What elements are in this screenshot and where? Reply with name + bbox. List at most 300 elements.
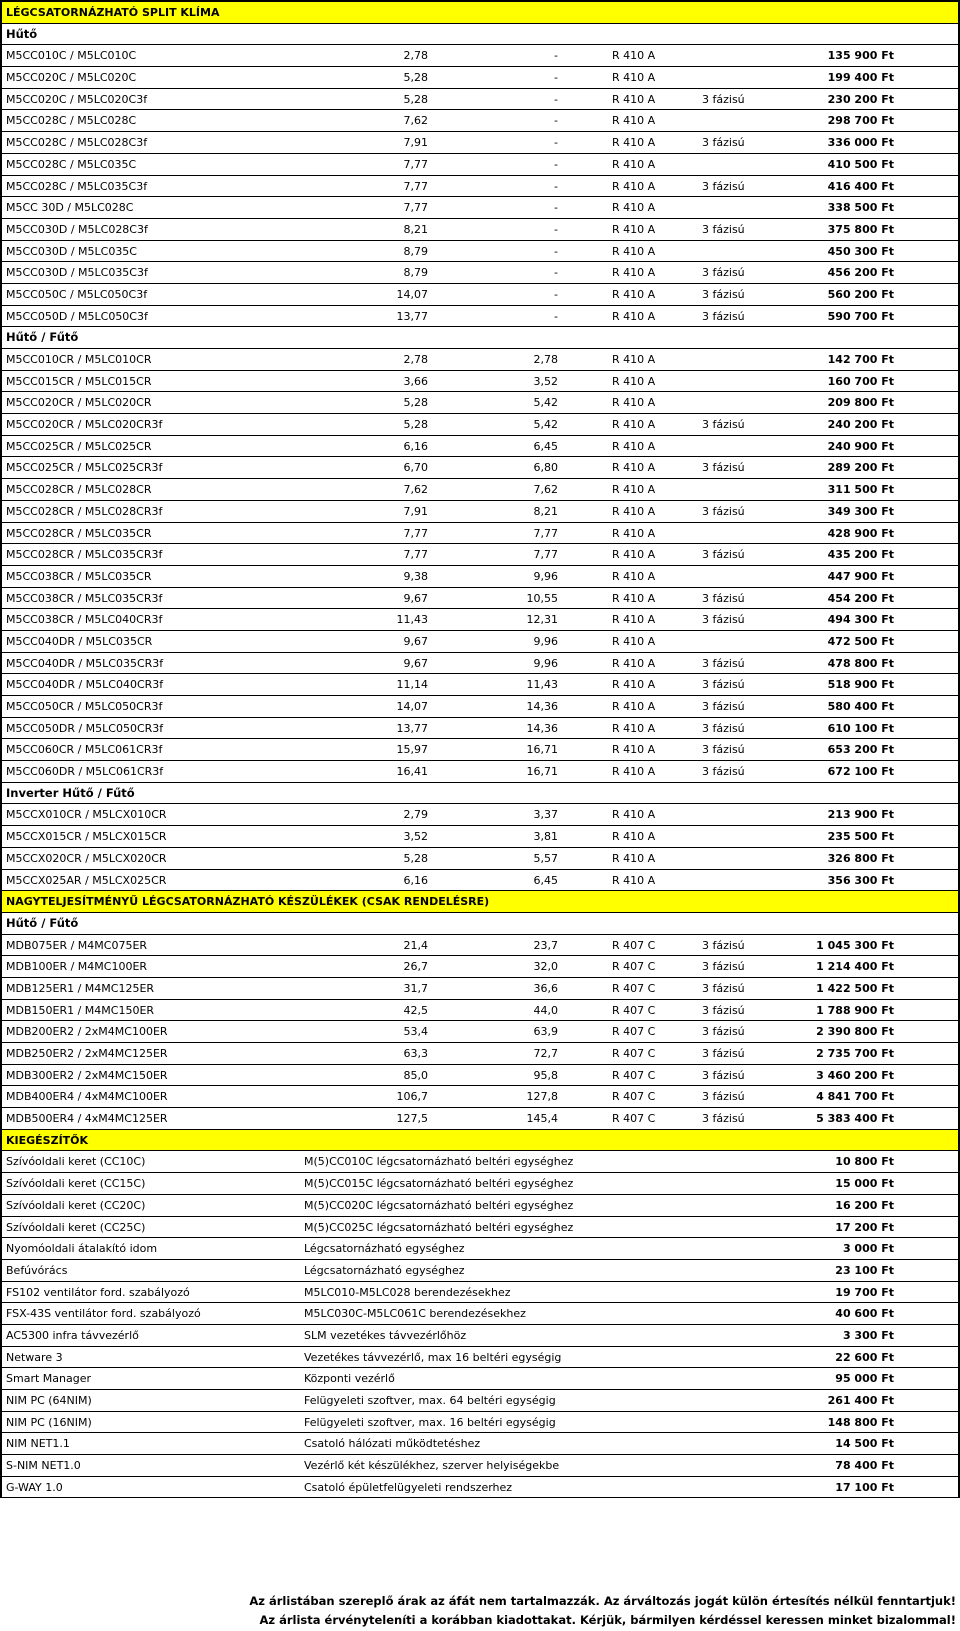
model-cell: MDB500ER4 / 4xM4MC125ER [6,1112,168,1126]
heating-capacity-cell: - [554,157,558,171]
cooling-capacity-cell: 7,91 [403,136,428,150]
table-row [2,978,958,1000]
price-cell: 375 800 Ft [827,222,894,236]
cooling-capacity-cell: 3,52 [403,830,428,844]
accessory-row [2,1433,958,1455]
heating-capacity-cell: - [554,244,558,258]
refrigerant-cell: R 410 A [612,504,656,518]
cooling-capacity-cell: 2,79 [403,808,428,822]
phase-cell: 3 fázisú [702,504,745,518]
table-row [2,479,958,501]
accessories-header-row [2,1130,958,1152]
accessory-price-cell: 148 800 Ft [827,1415,894,1429]
refrigerant-cell: R 410 A [612,830,656,844]
accessory-description-cell: Vezetékes távvezérlő, max 16 beltéri egységig [304,1350,562,1364]
refrigerant-cell: R 410 A [612,461,656,475]
accessory-price-cell: 40 600 Ft [835,1307,894,1321]
heating-capacity-cell: - [554,309,558,323]
phase-cell: 3 fázisú [702,136,745,150]
refrigerant-cell: R 407 C [612,938,656,952]
accessory-row [2,1282,958,1304]
model-cell: M5CCX010CR / M5LCX010CR [6,808,167,822]
footer-note-vat: Az árlistában szereplő árak az áfát nem tartalmazzák. Az árváltozás jogát külön értesítés nélkül fenntartjuk! [249,1594,956,1608]
heating-capacity-cell: - [554,92,558,106]
cooling-capacity-cell: 7,77 [403,157,428,171]
table-row [2,501,958,523]
model-cell: M5CC040DR / M5LC035CR3f [6,656,164,670]
accessory-price-cell: 14 500 Ft [835,1437,894,1451]
table-row [2,609,958,631]
refrigerant-cell: R 410 A [612,201,656,215]
model-cell: MDB125ER1 / M4MC125ER [6,981,155,995]
price-cell: 672 100 Ft [827,765,894,779]
heating-capacity-cell: - [554,49,558,63]
accessory-row [2,1217,958,1239]
price-cell: 410 500 Ft [827,157,894,171]
phase-cell: 3 fázisú [702,309,745,323]
table-row [2,956,958,978]
model-cell: M5CC015CR / M5LC015CR [6,374,152,388]
cooling-capacity-cell: 16,41 [396,765,428,779]
cooling-capacity-cell: 7,91 [403,504,428,518]
section-label: NAGYTELJESÍTMÉNYŰ LÉGCSATORNÁZHATÓ KÉSZÜLÉKEK (CSAK RENDELÉSRE) [6,895,490,909]
price-cell: 428 900 Ft [827,526,894,540]
table-row [2,132,958,154]
price-cell: 447 900 Ft [827,569,894,583]
heating-capacity-cell: 14,36 [526,700,558,713]
model-cell: M5CCX020CR / M5LCX020CR [6,851,167,865]
accessory-name-cell: NIM PC (16NIM) [6,1415,92,1429]
refrigerant-cell: R 410 A [612,114,656,128]
phase-cell: 3 fázisú [702,656,745,670]
table-row [2,544,958,566]
heating-capacity-cell: 6,45 [533,439,558,453]
table-row [2,674,958,696]
refrigerant-cell: R 410 A [612,353,656,366]
price-cell: 450 300 Ft [827,244,894,258]
footer [0,1592,956,1630]
refrigerant-cell: R 407 C [612,1068,656,1082]
model-cell: M5CC025CR / M5LC025CR3f [6,461,163,475]
accessory-price-cell: 261 400 Ft [827,1394,894,1407]
accessory-row [2,1390,958,1412]
table-row [2,349,958,371]
table-row [2,523,958,545]
table-row [2,696,958,718]
table-row [2,197,958,219]
table-row [2,804,958,826]
refrigerant-cell: R 410 A [612,483,656,497]
accessory-row [2,1412,958,1434]
table-row [2,588,958,610]
price-cell: 653 200 Ft [827,743,894,757]
price-cell: 454 200 Ft [827,591,894,605]
price-cell: 3 460 200 Ft [816,1068,894,1082]
price-cell: 349 300 Ft [827,504,894,518]
refrigerant-cell: R 410 A [612,309,656,323]
table-row [2,89,958,111]
model-cell: M5CC028C / M5LC028C [6,114,137,128]
table-row [2,1065,958,1087]
cooling-capacity-cell: 7,77 [403,548,428,562]
table-row [2,870,958,892]
cooling-capacity-cell: 2,78 [403,49,428,63]
cooling-capacity-cell: 5,28 [403,851,428,865]
heating-capacity-cell: 7,77 [533,548,558,562]
heating-capacity-cell: 5,42 [533,418,558,432]
heating-capacity-cell: - [554,179,558,193]
accessory-description-cell: Felügyeleti szoftver, max. 64 beltéri egységig [304,1394,556,1407]
price-cell: 142 700 Ft [827,353,894,366]
refrigerant-cell: R 410 A [612,808,656,822]
heating-capacity-cell: 11,43 [526,678,558,692]
cooling-capacity-cell: 9,38 [403,569,428,583]
section-title: LÉGCSATORNÁZHATÓ SPLIT KLÍMA [6,6,220,19]
accessory-name-cell: AC5300 infra távvezérlő [6,1328,139,1342]
refrigerant-cell: R 410 A [612,266,656,280]
refrigerant-cell: R 410 A [612,49,656,63]
accessory-price-cell: 22 600 Ft [835,1350,894,1364]
table-row [2,176,958,198]
refrigerant-cell: R 410 A [612,374,656,388]
model-cell: M5CC030D / M5LC028C3f [6,222,148,236]
price-cell: 472 500 Ft [827,634,894,648]
model-cell: M5CC060DR / M5LC061CR3f [6,765,164,779]
model-cell: M5CC040DR / M5LC035CR [6,634,153,648]
cooling-capacity-cell: 5,28 [403,92,428,106]
price-cell: 580 400 Ft [827,700,894,713]
accessory-row [2,1238,958,1260]
price-cell: 336 000 Ft [827,136,894,150]
model-cell: MDB075ER / M4MC075ER [6,938,148,952]
accessory-description-cell: M(5)CC025C légcsatornázható beltéri egységhez [304,1220,574,1234]
table-row [2,219,958,241]
refrigerant-cell: R 410 A [612,656,656,670]
cooling-capacity-cell: 7,77 [403,201,428,215]
section-header-row [2,24,958,46]
price-cell: 1 045 300 Ft [816,938,894,952]
model-cell: MDB400ER4 / 4xM4MC100ER [6,1090,168,1104]
refrigerant-cell: R 410 A [612,591,656,605]
cooling-capacity-cell: 8,21 [403,222,428,236]
section-label: Inverter Hűtő / Fűtő [6,785,135,800]
model-cell: M5CC030D / M5LC035C [6,244,137,258]
price-cell: 2 735 700 Ft [816,1047,894,1060]
accessory-name-cell: NIM PC (64NIM) [6,1394,92,1407]
model-cell: M5CC040DR / M5LC040CR3f [6,678,164,692]
table-row [2,631,958,653]
price-cell: 160 700 Ft [827,374,894,388]
table-row [2,67,958,89]
accessory-price-cell: 23 100 Ft [835,1263,894,1277]
cooling-capacity-cell: 106,7 [396,1090,428,1104]
refrigerant-cell: R 410 A [612,721,656,735]
phase-cell: 3 fázisú [702,1003,745,1017]
accessory-row [2,1195,958,1217]
refrigerant-cell: R 410 A [612,418,656,432]
price-cell: 478 800 Ft [827,656,894,670]
cooling-capacity-cell: 63,3 [403,1047,428,1060]
heating-capacity-cell: 9,96 [533,634,558,648]
price-cell: 213 900 Ft [827,808,894,822]
refrigerant-cell: R 410 A [612,634,656,648]
phase-cell: 3 fázisú [702,1047,745,1060]
table-row [2,1086,958,1108]
cooling-capacity-cell: 8,79 [403,266,428,280]
accessory-name-cell: Befúvórács [6,1263,68,1277]
price-cell: 230 200 Ft [827,92,894,106]
heating-capacity-cell: 7,77 [533,526,558,540]
refrigerant-cell: R 407 C [612,1047,656,1060]
accessory-description-cell: M5LC030C-M5LC061C berendezésekhez [304,1307,526,1321]
price-cell: 289 200 Ft [827,461,894,475]
accessory-name-cell: Smart Manager [6,1372,91,1386]
cooling-capacity-cell: 5,28 [403,418,428,432]
price-cell: 235 500 Ft [827,830,894,844]
price-cell: 560 200 Ft [827,287,894,301]
cooling-capacity-cell: 21,4 [403,938,428,952]
accessory-description-cell: M5LC010-M5LC028 berendezésekhez [304,1285,511,1299]
table-row [2,739,958,761]
phase-cell: 3 fázisú [702,1090,745,1104]
model-cell: M5CC050C / M5LC050C3f [6,287,148,301]
cooling-capacity-cell: 14,07 [396,700,428,713]
heating-capacity-cell: - [554,266,558,280]
heating-capacity-cell: - [554,136,558,150]
accessory-row [2,1260,958,1282]
price-cell: 5 383 400 Ft [816,1112,894,1126]
table-row [2,457,958,479]
model-cell: MDB250ER2 / 2xM4MC125ER [6,1047,168,1060]
phase-cell: 3 fázisú [702,721,745,735]
phase-cell: 3 fázisú [702,765,745,779]
cooling-capacity-cell: 11,43 [396,613,428,627]
refrigerant-cell: R 407 C [612,1003,656,1017]
refrigerant-cell: R 410 A [612,136,656,150]
phase-cell: 3 fázisú [702,960,745,974]
accessory-name-cell: Szívóoldali keret (CC25C) [6,1220,146,1234]
phase-cell: 3 fázisú [702,1068,745,1082]
accessory-price-cell: 19 700 Ft [835,1285,894,1299]
table-row [2,284,958,306]
table-row [2,306,958,328]
accessory-description-cell: Felügyeleti szoftver, max. 16 beltéri egységig [304,1415,556,1429]
refrigerant-cell: R 410 A [612,851,656,865]
cooling-capacity-cell: 6,16 [403,873,428,887]
heating-capacity-cell: 44,0 [533,1003,558,1017]
phase-cell: 3 fázisú [702,591,745,605]
model-cell: M5CC038CR / M5LC035CR [6,569,152,583]
accessory-name-cell: FS102 ventilátor ford. szabályozó [6,1285,190,1299]
cooling-capacity-cell: 26,7 [403,960,428,974]
model-cell: M5CC028CR / M5LC028CR [6,483,152,497]
accessory-price-cell: 95 000 Ft [835,1372,894,1386]
cooling-capacity-cell: 9,67 [403,634,428,648]
model-cell: M5CC060CR / M5LC061CR3f [6,743,163,757]
cooling-capacity-cell: 31,7 [403,981,428,995]
accessory-description-cell: M(5)CC010C légcsatornázható beltéri egységhez [304,1155,574,1169]
accessory-name-cell: Szívóoldali keret (CC20C) [6,1198,146,1212]
heating-capacity-cell: - [554,71,558,85]
model-cell: M5CC020C / M5LC020C3f [6,92,148,106]
accessory-name-cell: FSX-43S ventilátor ford. szabályozó [6,1307,201,1321]
accessory-row [2,1477,958,1499]
cooling-capacity-cell: 7,77 [403,526,428,540]
heating-capacity-cell: 12,31 [526,613,558,627]
refrigerant-cell: R 410 A [612,287,656,301]
accessory-description-cell: M(5)CC020C légcsatornázható beltéri egységhez [304,1198,574,1212]
price-cell: 338 500 Ft [827,201,894,215]
model-cell: M5CC050DR / M5LC050CR3f [6,721,164,735]
accessory-name-cell: Netware 3 [6,1350,63,1364]
price-cell: 494 300 Ft [827,613,894,627]
accessory-price-cell: 3 300 Ft [842,1328,894,1342]
heating-capacity-cell: 7,62 [533,483,558,497]
accessory-price-cell: 10 800 Ft [835,1155,894,1169]
heating-capacity-cell: 63,9 [533,1025,558,1039]
phase-cell: 3 fázisú [702,418,745,432]
refrigerant-cell: R 410 A [612,613,656,627]
refrigerant-cell: R 410 A [612,92,656,106]
cooling-capacity-cell: 8,79 [403,244,428,258]
heating-capacity-cell: 8,21 [533,504,558,518]
cooling-capacity-cell: 9,67 [403,591,428,605]
price-cell: 311 500 Ft [827,483,894,497]
accessory-row [2,1303,958,1325]
accessory-name-cell: NIM NET1.1 [6,1437,70,1451]
table-row [2,371,958,393]
heating-capacity-cell: 5,57 [533,851,558,865]
table-row [2,110,958,132]
table-row [2,241,958,263]
price-cell: 356 300 Ft [827,873,894,887]
phase-cell: 3 fázisú [702,222,745,236]
heating-capacity-cell: 36,6 [533,981,558,995]
accessory-name-cell: G-WAY 1.0 [6,1480,63,1494]
price-cell: 240 200 Ft [827,418,894,432]
model-cell: MDB100ER / M4MC100ER [6,960,148,974]
cooling-capacity-cell: 11,14 [396,678,428,692]
refrigerant-cell: R 410 A [612,222,656,236]
cooling-capacity-cell: 13,77 [396,309,428,323]
model-cell: M5CC028CR / M5LC028CR3f [6,504,163,518]
heating-capacity-cell: 145,4 [526,1112,558,1126]
heating-capacity-cell: 9,96 [533,656,558,670]
heating-capacity-cell: 3,37 [533,808,558,822]
heating-capacity-cell: 14,36 [526,721,558,735]
refrigerant-cell: R 407 C [612,981,656,995]
table-row [2,414,958,436]
table-row [2,1000,958,1022]
table-row [2,436,958,458]
heating-capacity-cell: 23,7 [533,938,558,952]
refrigerant-cell: R 410 A [612,569,656,583]
accessory-row [2,1347,958,1369]
footer-note-validity: Az árlista érvényteleníti a korábban kiadottakat. Kérjük, bármilyen kérdéssel keressen minket bizalommal! [259,1613,956,1627]
refrigerant-cell: R 410 A [612,700,656,713]
accessory-name-cell: Nyomóoldali átalakító idom [6,1242,158,1256]
heating-capacity-cell: 2,78 [533,353,558,366]
refrigerant-cell: R 407 C [612,1090,656,1104]
cooling-capacity-cell: 7,62 [403,483,428,497]
phase-cell: 3 fázisú [702,1112,745,1126]
price-cell: 590 700 Ft [827,309,894,323]
section-label: Hűtő / Fűtő [6,330,79,345]
price-cell: 518 900 Ft [827,678,894,692]
model-cell: M5CC010CR / M5LC010CR [6,353,152,366]
section-title-row [2,2,958,24]
cooling-capacity-cell: 2,78 [403,353,428,366]
price-cell: 2 390 800 Ft [816,1025,894,1039]
refrigerant-cell: R 410 A [612,71,656,85]
refrigerant-cell: R 410 A [612,548,656,562]
model-cell: M5CC025CR / M5LC025CR [6,439,152,453]
table-row [2,848,958,870]
refrigerant-cell: R 410 A [612,526,656,540]
accessory-price-cell: 17 100 Ft [835,1480,894,1494]
accessory-name-cell: S-NIM NET1.0 [6,1459,81,1473]
cooling-capacity-cell: 6,70 [403,461,428,475]
table-row [2,1043,958,1065]
model-cell: M5CC038CR / M5LC040CR3f [6,613,163,627]
price-cell: 1 214 400 Ft [816,960,894,974]
refrigerant-cell: R 410 A [612,396,656,410]
heating-capacity-cell: 127,8 [526,1090,558,1104]
refrigerant-cell: R 407 C [612,1112,656,1126]
model-cell: M5CC020C / M5LC020C [6,71,137,85]
heating-capacity-cell: 32,0 [533,960,558,974]
table-row [2,761,958,783]
refrigerant-cell: R 407 C [612,1025,656,1039]
heating-capacity-cell: - [554,287,558,301]
model-cell: MDB300ER2 / 2xM4MC150ER [6,1068,168,1082]
accessory-description-cell: Csatoló hálózati működtetéshez [304,1437,481,1451]
cooling-capacity-cell: 13,77 [396,721,428,735]
price-cell: 209 800 Ft [827,396,894,410]
cooling-capacity-cell: 14,07 [396,287,428,301]
phase-cell: 3 fázisú [702,287,745,301]
refrigerant-cell: R 410 A [612,244,656,258]
heating-capacity-cell: 9,96 [533,569,558,583]
accessory-description-cell: M(5)CC015C légcsatornázható beltéri egységhez [304,1177,574,1191]
price-cell: 1 788 900 Ft [816,1003,894,1017]
accessory-description-cell: Légcsatornázható egységhez [304,1242,465,1256]
cooling-capacity-cell: 7,77 [403,179,428,193]
refrigerant-cell: R 407 C [612,960,656,974]
model-cell: M5CCX015CR / M5LCX015CR [6,830,167,844]
table-row [2,45,958,67]
phase-cell: 3 fázisú [702,92,745,106]
price-cell: 416 400 Ft [827,179,894,193]
model-cell: M5CC020CR / M5LC020CR [6,396,152,410]
accessory-description-cell: Légcsatornázható egységhez [304,1263,465,1277]
price-cell: 435 200 Ft [827,548,894,562]
price-cell: 1 422 500 Ft [816,981,894,995]
cooling-capacity-cell: 9,67 [403,656,428,670]
accessory-price-cell: 16 200 Ft [835,1198,894,1212]
table-row [2,1021,958,1043]
heating-capacity-cell: 3,52 [533,374,558,388]
cooling-capacity-cell: 127,5 [396,1112,428,1126]
accessory-price-cell: 17 200 Ft [835,1220,894,1234]
model-cell: MDB150ER1 / M4MC150ER [6,1003,155,1017]
phase-cell: 3 fázisú [702,1025,745,1039]
phase-cell: 3 fázisú [702,613,745,627]
heating-capacity-cell: 16,71 [526,765,558,779]
model-cell: M5CC038CR / M5LC035CR3f [6,591,163,605]
table-row [2,1108,958,1130]
section-label: Hűtő / Fűtő [6,915,79,930]
